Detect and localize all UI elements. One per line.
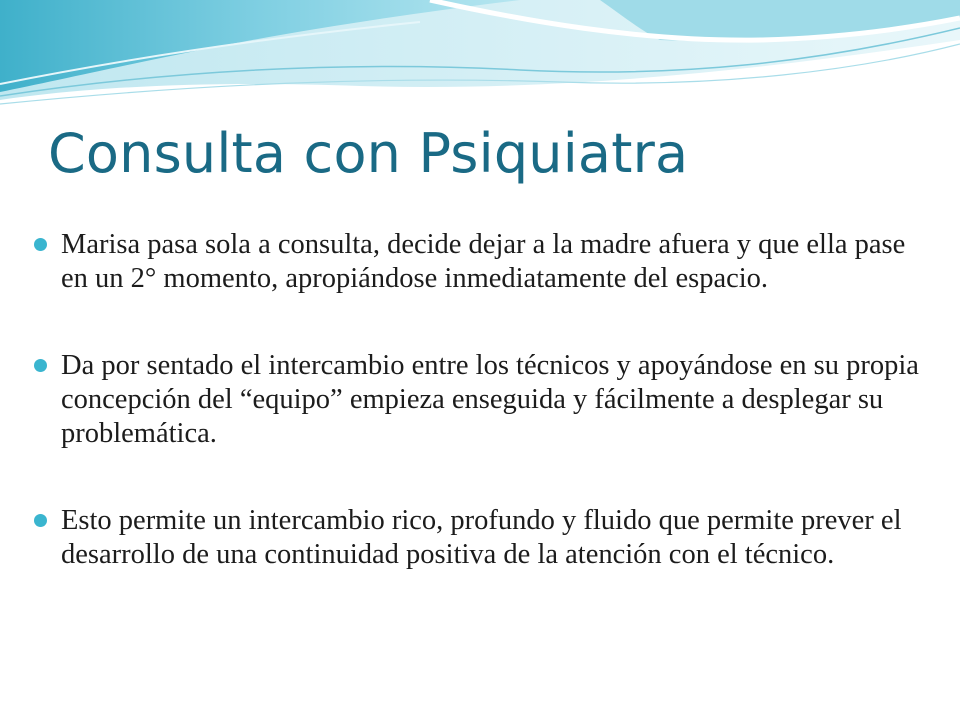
bullet-list [34, 228, 934, 572]
bullet-dot-icon [34, 359, 47, 372]
bullet-text: Marisa pasa sola a consulta, decide dejar a la madre afuera y que ella pase en un 2° momento, apropiándose inmediatamente del espacio. [61, 229, 906, 294]
bullet-text: Da por sentado el intercambio entre los técnicos y apoyándose en su propia concepción del “equipo” empieza enseguida y fácilmente a desplegar su problemática. [61, 350, 919, 449]
bullet-item [34, 349, 934, 451]
decorative-wave-header [0, 0, 960, 115]
bullet-item [34, 228, 934, 296]
bullet-dot-icon [34, 514, 47, 527]
bullet-text: Esto permite un intercambio rico, profundo y fluido que permite prever el desarrollo de una continuidad positiva de la atención con el técnico. [61, 505, 902, 570]
bullet-item [34, 504, 934, 572]
slide-title: Consulta con Psiquiatra [48, 122, 689, 185]
bullet-dot-icon [34, 238, 47, 251]
